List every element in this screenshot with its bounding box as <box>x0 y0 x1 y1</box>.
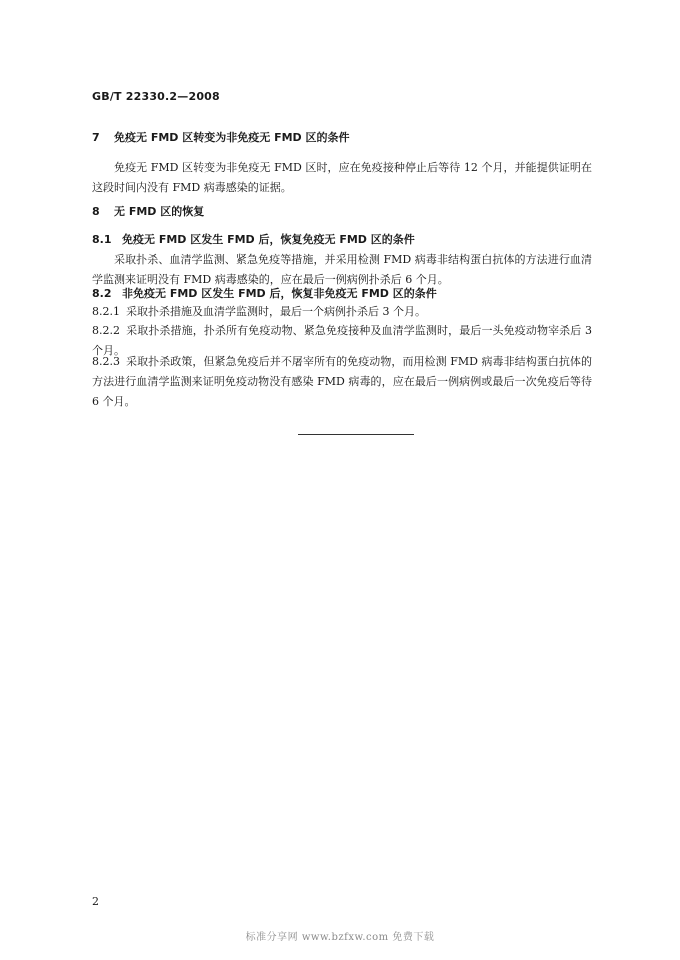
section-8-1-number: 8.1 <box>92 233 112 246</box>
section-8-2-heading <box>92 284 592 304</box>
section-8-1-heading <box>92 230 592 250</box>
section-8-2-3-body: 采取扑杀政策，但紧急免疫后并不屠宰所有的免疫动物，而用检测 FMD 病毒非结构蛋白抗体的方法进行血清学监测来证明免疫动物没有感染 FMD 病毒的，应在最后一例病例或最后一次免疫后等待 6 个月。 <box>92 355 592 408</box>
section-8-2-1 <box>92 302 592 322</box>
section-8-1 <box>92 230 592 290</box>
section-7-body: 免疫无 FMD 区转变为非免疫无 FMD 区时，应在免疫接种停止后等待 12 个月，并能提供证明在这段时间内没有 FMD 病毒感染的证据。 <box>92 161 592 194</box>
section-8-2-title: 非免疫无 FMD 区发生 FMD 后，恢复非免疫无 FMD 区的条件 <box>122 287 437 300</box>
end-of-text-rule <box>298 434 414 435</box>
section-8 <box>92 202 592 222</box>
section-8-2-1-number: 8.2.1 <box>92 305 120 318</box>
section-8-number: 8 <box>92 205 100 218</box>
section-8-title: 无 FMD 区的恢复 <box>114 205 205 218</box>
section-7 <box>92 128 592 198</box>
standard-code: GB/T 22330.2—2008 <box>92 90 220 103</box>
section-8-2-number: 8.2 <box>92 287 112 300</box>
section-7-heading <box>92 128 592 148</box>
section-8-heading <box>92 202 592 222</box>
section-8-2-1-body: 采取扑杀措施及血清学监测时，最后一个病例扑杀后 3 个月。 <box>126 305 426 318</box>
section-8-1-body: 采取扑杀、血清学监测、紧急免疫等措施，并采用检测 FMD 病毒非结构蛋白抗体的方法进行血清学监测来证明没有 FMD 病毒感染的，应在最后一例病例扑杀后 6 个月。 <box>92 253 592 286</box>
watermark: 标准分享网 www.bzfxw.com 免费下载 <box>245 932 435 943</box>
section-8-1-title: 免疫无 FMD 区发生 FMD 后，恢复免疫无 FMD 区的条件 <box>122 233 415 246</box>
section-8-2-2-body: 采取扑杀措施，扑杀所有免疫动物、紧急免疫接种及血清学监测时，最后一头免疫动物宰杀后 3 个月。 <box>92 324 592 357</box>
section-7-number: 7 <box>92 131 100 144</box>
page-number: 2 <box>92 895 99 908</box>
section-8-2-3 <box>92 352 592 412</box>
section-8-2-3-number: 8.2.3 <box>92 355 120 368</box>
section-7-title: 免疫无 FMD 区转变为非免疫无 FMD 区的条件 <box>114 131 350 144</box>
section-8-2 <box>92 284 592 304</box>
section-8-2-2-number: 8.2.2 <box>92 324 120 337</box>
